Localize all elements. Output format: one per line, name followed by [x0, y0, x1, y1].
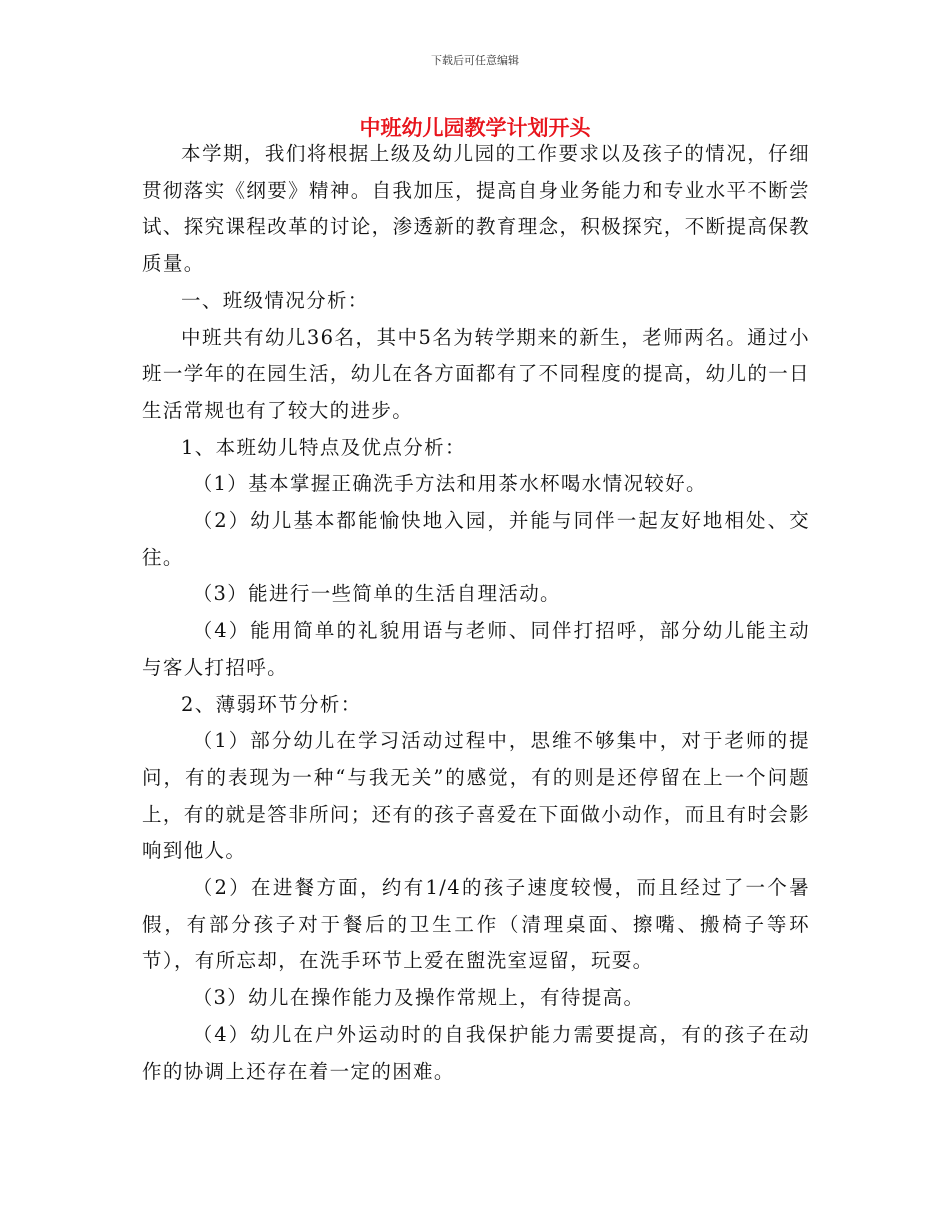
list-item: （3）能进行一些简单的生活自理活动。	[192, 582, 561, 606]
list-item: （4）能用简单的礼貌用语与老师、同伴打招呼，部分幼儿能主动与客人打招呼。	[142, 619, 810, 679]
subsection-heading-weaknesses: 2、薄弱环节分析：	[181, 692, 362, 716]
document-title: 中班幼儿园教学计划开头	[359, 116, 591, 140]
list-item: （1）部分幼儿在学习活动过程中，思维不够集中，对于老师的提问，有的表现为一种“与我无关”的感觉，有的则是还停留在上一个问题上，有的就是答非所问；还有的孩子喜爱在下面做小动作，而且有时会影响到他人。	[142, 729, 810, 863]
list-item: （4）幼儿在户外运动时的自我保护能力需要提高，有的孩子在动作的协调上还存在着一定的困难。	[142, 1022, 810, 1083]
list-item: （2）幼儿基本都能愉快地入园，并能与同伴一起友好地相处、交往。	[142, 509, 810, 569]
class-overview-paragraph: 中班共有幼儿36名，其中5名为转学期来的新生，老师两名。通过小班一学年的在园生活，幼儿在各方面都有了不同程度的提高，幼儿的一日生活常规也有了较大的进步。	[142, 325, 810, 422]
subsection-heading-strengths: 1、本班幼儿特点及优点分析：	[181, 435, 466, 459]
header-note: 下载后可任意编辑	[431, 54, 519, 67]
list-item: （1）基本掌握正确洗手方法和用茶水杯喝水情况较好。	[192, 472, 707, 496]
document-body	[142, 136, 810, 1090]
list-item: （3）幼儿在操作能力及操作常规上，有待提高。	[192, 986, 645, 1010]
intro-paragraph: 本学期，我们将根据上级及幼儿园的工作要求以及孩子的情况，仔细贯彻落实《纲要》精神。自我加压，提高自身业务能力和专业水平不断尝试、探究课程改革的讨论，渗透新的教育理念，积极探究，不断提高保教质量。	[142, 142, 810, 276]
list-item: （2）在进餐方面，约有1/4的孩子速度较慢，而且经过了一个暑假，有部分孩子对于餐后的卫生工作（清理桌面、擦嘴、搬椅子等环节），有所忘却，在洗手环节上爱在盥洗室逗留，玩耍。	[142, 876, 810, 973]
section-heading-class-analysis: 一、班级情况分析：	[181, 288, 369, 312]
